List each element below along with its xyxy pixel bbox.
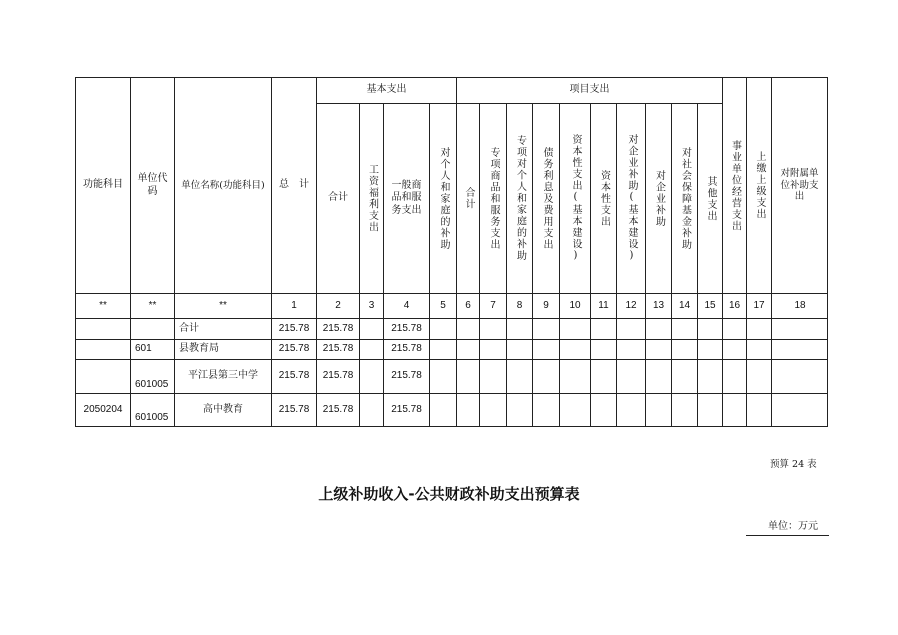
index-cell: 6 xyxy=(465,299,471,311)
index-cell: 11 xyxy=(598,299,609,311)
index-cell: 9 xyxy=(543,299,549,311)
row-total-cell: 215.78 xyxy=(278,343,310,355)
index-cell: 14 xyxy=(678,299,691,311)
page-title: 上级补助收入-公共财政补助支出预算表 xyxy=(318,485,580,503)
row-name-cell: 高中教育 xyxy=(203,403,243,415)
vertical-header-text: 资本性支出(基本建设) xyxy=(570,134,581,263)
vertical-header-text: 对企业补助 xyxy=(653,169,665,228)
header-basic-expense: 基本支出 xyxy=(366,84,407,96)
row-total-cell: 215.78 xyxy=(278,322,310,334)
index-cell: 2 xyxy=(335,299,341,311)
header-enterprise-basic xyxy=(617,104,645,293)
row-func-cell xyxy=(76,360,130,393)
header-wages-welfare xyxy=(360,104,383,293)
header-subsidiary: 对附属单位补助支出 xyxy=(780,167,819,203)
header-personal-family xyxy=(430,104,456,293)
index-cell: ** xyxy=(148,299,157,311)
header-institution-ops xyxy=(723,78,746,293)
header-capital-basic xyxy=(560,104,590,293)
header-unit-name: 单位名称(功能科目) xyxy=(181,179,265,191)
index-cell: ** xyxy=(99,299,107,311)
header-remit-upper xyxy=(747,78,771,293)
row-basic_total-cell: 215.78 xyxy=(322,343,354,355)
header-special-personal xyxy=(507,104,532,293)
unit-underline xyxy=(746,535,829,536)
header-unit-code: 单位代码 xyxy=(137,173,168,197)
row-basic_total-cell: 215.78 xyxy=(322,322,354,334)
vertical-header-text: 专项商品和服务支出 xyxy=(488,146,499,251)
header-social-security xyxy=(672,104,697,293)
header-goods-services: 一般商品和服务支出 xyxy=(391,179,422,216)
row-code-cell xyxy=(131,319,174,339)
index-cell: 16 xyxy=(728,299,741,311)
index-cell: 1 xyxy=(291,299,297,311)
vertical-header-text: 其他支出 xyxy=(705,175,716,222)
header-func-subject: 功能科目 xyxy=(83,179,123,191)
header-project-expense: 项目支出 xyxy=(569,84,610,96)
row-goods-cell: 215.78 xyxy=(391,343,422,355)
vertical-header-text: 债务利息及费用支出 xyxy=(541,146,552,251)
header-special-goods xyxy=(480,104,506,293)
header-debt-interest xyxy=(533,104,559,293)
header-total: 总 计 xyxy=(279,179,309,191)
header-capital xyxy=(591,104,616,293)
row-total-cell: 215.78 xyxy=(278,403,310,415)
index-cell: 12 xyxy=(625,299,637,311)
row-code-cell: 601 xyxy=(135,343,152,355)
vertical-header-text: 专项对个人和家庭的补助 xyxy=(514,135,526,262)
row-total-cell: 215.78 xyxy=(278,370,310,382)
vertical-header-text: 对企业补助(基本建设) xyxy=(626,134,637,263)
vertical-header-text: 合计 xyxy=(463,187,474,210)
vertical-header-text: 资本性支出 xyxy=(598,169,610,228)
row-goods-cell: 215.78 xyxy=(391,322,422,334)
row-goods-cell: 215.78 xyxy=(391,370,422,382)
row-basic_total-cell: 215.78 xyxy=(322,370,354,382)
header-enterprise xyxy=(646,104,671,293)
index-cell: 4 xyxy=(403,299,410,311)
row-func-cell: 2050204 xyxy=(83,403,123,415)
row-func-cell xyxy=(76,340,130,359)
header-basic-subtotal: 合计 xyxy=(328,192,348,204)
row-code-cell: 601005 xyxy=(135,378,169,390)
index-cell: 17 xyxy=(753,299,765,311)
index-cell: 5 xyxy=(440,299,446,311)
unit-label: 单位：万元 xyxy=(768,521,818,532)
index-cell: 3 xyxy=(368,299,375,311)
row-code-cell: 601005 xyxy=(135,411,169,423)
vertical-header-text: 上缴上级支出 xyxy=(754,151,765,220)
index-cell: 8 xyxy=(516,299,523,311)
row-func-cell xyxy=(76,319,130,339)
row-goods-cell: 215.78 xyxy=(391,403,422,415)
index-cell: 15 xyxy=(704,299,716,311)
row-name-cell: 合计 xyxy=(179,322,199,334)
row-name-cell: 平江县第三中学 xyxy=(188,370,258,382)
row-basic_total-cell: 215.78 xyxy=(322,403,354,415)
vertical-header-text: 事业单位经营支出 xyxy=(729,139,741,232)
vertical-header-text: 工资福利支出 xyxy=(366,164,378,233)
index-cell: 18 xyxy=(794,299,806,311)
header-project-subtotal xyxy=(457,104,479,293)
index-cell: 13 xyxy=(652,299,665,311)
index-cell: 7 xyxy=(490,299,496,311)
vertical-header-text: 对社会保障基金补助 xyxy=(679,146,691,251)
table-number: 预算 24 表 xyxy=(770,459,817,470)
vertical-header-text: 对个人和家庭的补助 xyxy=(438,146,449,251)
index-cell: ** xyxy=(219,299,227,311)
index-cell: 10 xyxy=(569,299,581,311)
row-name-cell: 县教育局 xyxy=(179,343,219,355)
header-other xyxy=(698,104,722,293)
